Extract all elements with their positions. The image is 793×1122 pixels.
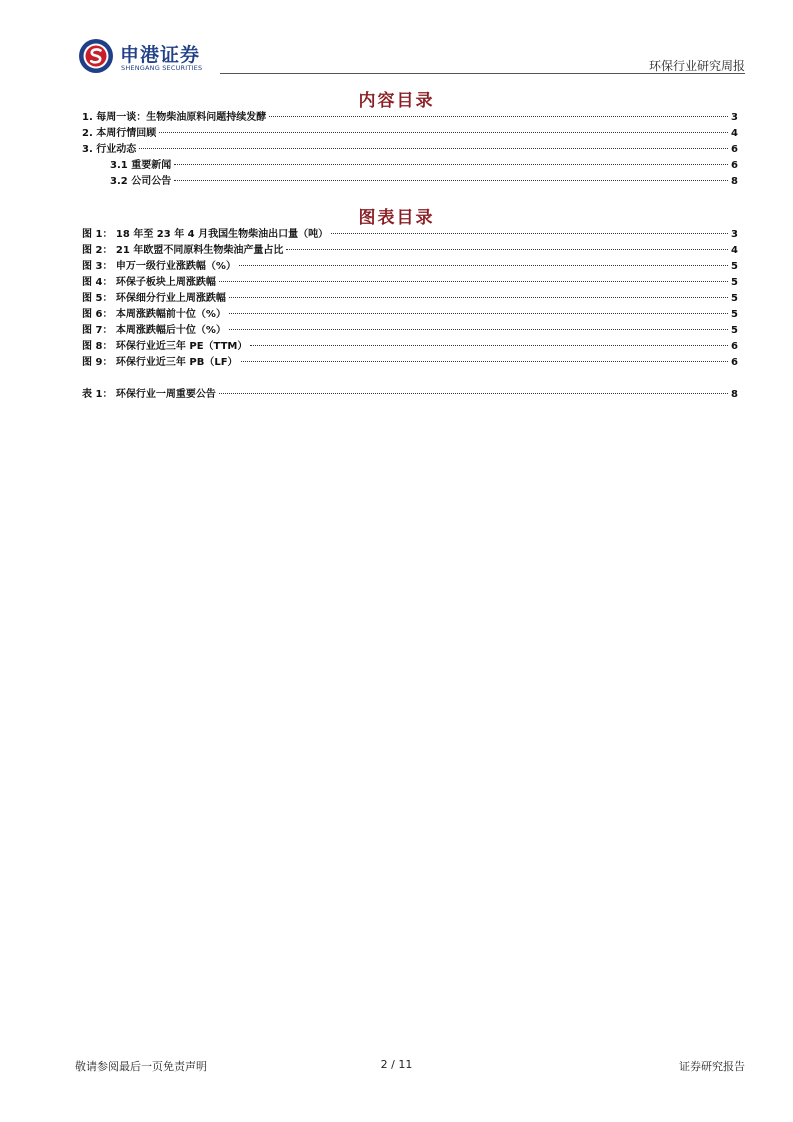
company-logo [78, 38, 218, 74]
header-divider [220, 73, 745, 74]
contents-entry[interactable] [82, 172, 738, 188]
page-number: 2 / 11 [380, 1058, 413, 1071]
toc-entry-page: 5 [731, 261, 738, 272]
dot-leader [174, 164, 728, 165]
toc-entry-page: 6 [731, 341, 738, 352]
dot-leader [229, 329, 728, 330]
dot-leader [286, 249, 728, 250]
dot-leader [250, 345, 728, 346]
toc-entry-label: 图 2： 21 年欧盟不同原料生物柴油产量占比 [82, 245, 284, 256]
report-type-label: 环保行业研究周报 [648, 59, 745, 73]
figure-entry[interactable] [82, 289, 738, 305]
contents-list [82, 108, 738, 188]
toc-entry-page: 6 [731, 144, 738, 155]
table-entry[interactable] [82, 385, 738, 401]
toc-entry-page: 6 [731, 357, 738, 368]
contents-title: 内容目录 [358, 91, 435, 111]
toc-entry-label: 图 1： 18 年至 23 年 4 月我国生物柴油出口量（吨） [82, 229, 329, 240]
dot-leader [241, 361, 728, 362]
figure-entry[interactable] [82, 353, 738, 369]
figures-title: 图表目录 [358, 208, 435, 228]
toc-entry-label: 3.1 重要新闻 [110, 160, 172, 171]
figure-entry[interactable] [82, 321, 738, 337]
toc-entry-page: 8 [731, 389, 738, 400]
toc-entry-label: 图 6： 本周涨跌幅前十位（%） [82, 309, 226, 320]
figure-entry[interactable] [82, 257, 738, 273]
toc-entry-label: 2. 本周行情回顾 [82, 128, 157, 139]
toc-entry-page: 4 [731, 128, 738, 139]
dot-leader [269, 116, 728, 117]
shengang-logo-icon [78, 38, 114, 74]
contents-entry[interactable] [82, 140, 738, 156]
contents-entry[interactable] [82, 124, 738, 140]
figure-entry[interactable] [82, 225, 738, 241]
document-type-label: 证券研究报告 [679, 1060, 745, 1073]
figures-list [82, 225, 738, 369]
figure-entry[interactable] [82, 305, 738, 321]
toc-entry-label: 1. 每周一谈：生物柴油原料问题持续发酵 [82, 112, 267, 123]
figure-entry[interactable] [82, 337, 738, 353]
toc-entry-label: 3.2 公司公告 [110, 176, 172, 187]
contents-entry[interactable] [82, 108, 738, 124]
dot-leader [159, 132, 728, 133]
toc-entry-page: 4 [731, 245, 738, 256]
toc-entry-page: 3 [731, 112, 738, 123]
contents-entry[interactable] [82, 156, 738, 172]
toc-entry-page: 5 [731, 325, 738, 336]
toc-entry-label: 图 7： 本周涨跌幅后十位（%） [82, 325, 226, 336]
toc-entry-page: 3 [731, 229, 738, 240]
logo-english-name: SHENGANG SECURITIES [121, 64, 203, 72]
dot-leader [139, 148, 728, 149]
dot-leader [219, 281, 728, 282]
toc-entry-page: 5 [731, 293, 738, 304]
dot-leader [331, 233, 728, 234]
toc-entry-label: 图 3： 申万一级行业涨跌幅（%） [82, 261, 236, 272]
toc-entry-label: 图 5： 环保细分行业上周涨跌幅 [82, 293, 226, 304]
toc-entry-page: 5 [731, 309, 738, 320]
toc-entry-label: 表 1： 环保行业一周重要公告 [82, 389, 216, 400]
toc-entry-label: 3. 行业动态 [82, 144, 137, 155]
toc-entry-page: 6 [731, 160, 738, 171]
disclaimer-note: 敬请参阅最后一页免责声明 [75, 1060, 207, 1073]
dot-leader [229, 313, 728, 314]
logo-chinese-name: 申港证券 [120, 44, 201, 66]
toc-entry-page: 8 [731, 176, 738, 187]
toc-entry-page: 5 [731, 277, 738, 288]
tables-list [82, 385, 738, 401]
toc-entry-label: 图 8： 环保行业近三年 PE（TTM） [82, 341, 248, 352]
toc-entry-label: 图 9： 环保行业近三年 PB（LF） [82, 357, 238, 368]
figure-entry[interactable] [82, 273, 738, 289]
figure-entry[interactable] [82, 241, 738, 257]
dot-leader [174, 180, 728, 181]
toc-entry-label: 图 4： 环保子板块上周涨跌幅 [82, 277, 216, 288]
dot-leader [239, 265, 728, 266]
dot-leader [229, 297, 728, 298]
dot-leader [219, 393, 728, 394]
